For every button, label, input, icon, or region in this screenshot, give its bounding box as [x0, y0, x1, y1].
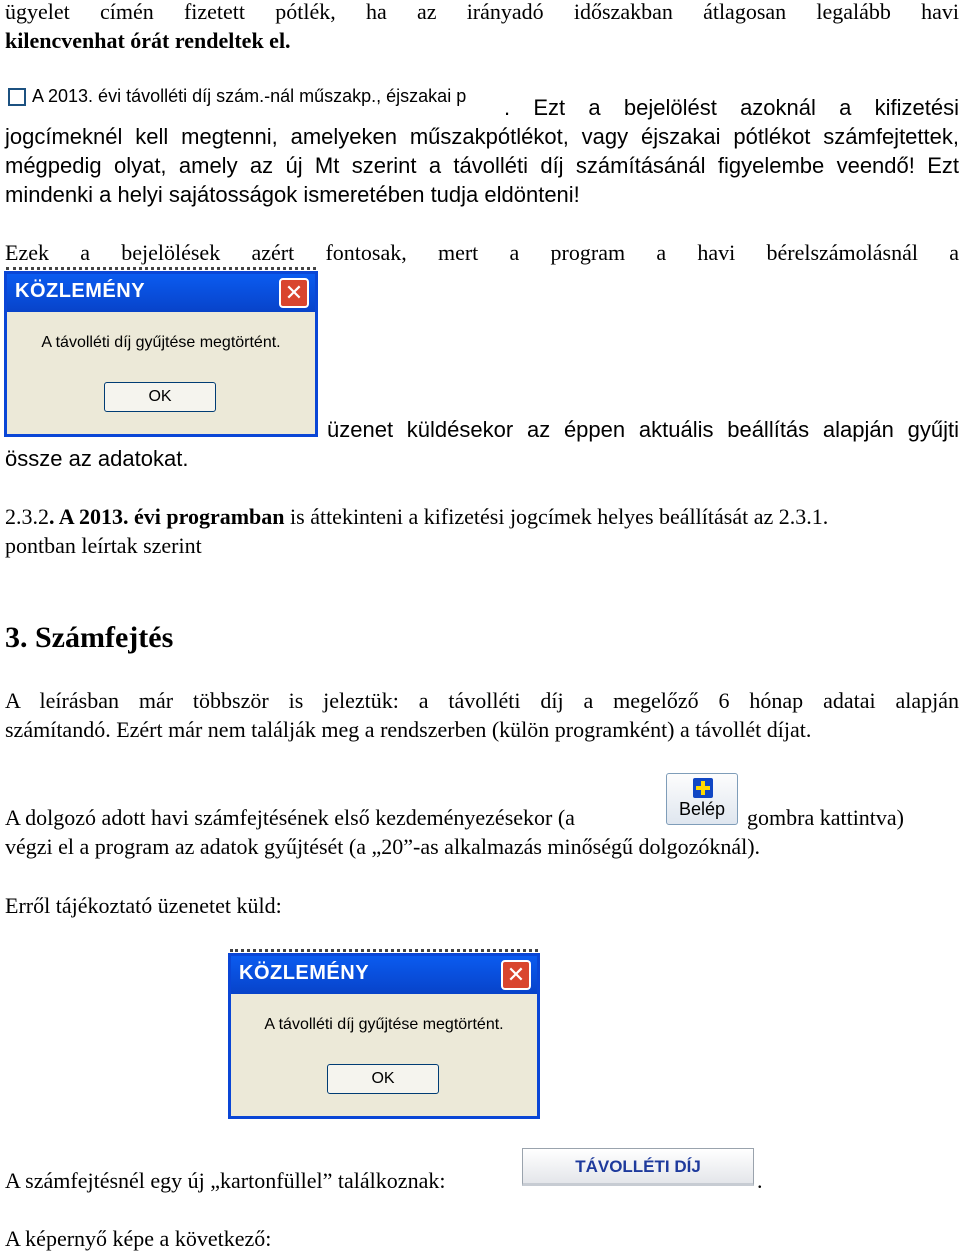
checkbox-snippet[interactable]	[8, 86, 498, 112]
belep-button[interactable]	[666, 773, 738, 825]
tab-tavolleti-dij[interactable]	[522, 1148, 754, 1186]
para6-head: A számfejtésnél egy új „kartonfüllel” találkoznak:	[5, 1168, 446, 1193]
section-year: . A 2013.	[49, 504, 129, 529]
para2-line-2: üzenet küldésekor az éppen aktuális beállítás alapján gyűjti	[327, 417, 959, 442]
section-program: évi programban	[128, 504, 285, 529]
para4-line-1-head: A dolgozó adott havi számfejtésének első kezdeményezésekor (a	[5, 805, 575, 830]
close-icon[interactable]: ✕	[279, 278, 309, 308]
dialog-title: KÖZLEMÉNY	[15, 280, 146, 302]
tab-label: TÁVOLLÉTI DÍJ	[575, 1157, 701, 1176]
para1-line-4: mindenki a helyi sajátosságok ismeretében tudja eldönteni!	[5, 182, 580, 207]
section-text: is áttekinteni a kifizetési jogcímek helyes beállítását az 2.3.1.	[284, 504, 829, 529]
para2-line-1: Ezek a bejelölések azért fontosak, mert a program a havi bérelszámolásnál a	[5, 240, 959, 265]
dialog-titlebar-2	[231, 956, 537, 994]
para1-line-2: jogcímeknél kell megtenni, amelyeken műszakpótlékot, vagy éjszakai pótlékot számfejtettek,	[5, 124, 959, 149]
checkbox-icon[interactable]	[8, 88, 26, 106]
intro-line-1: ügyelet címén fizetett pótlék, ha az irányadó időszakban átlagosan legalább havi	[5, 0, 959, 24]
para7: A képernyő képe a következő:	[5, 1226, 272, 1251]
dialog-message-2: A távolléti díj gyűjtése megtörtént.	[264, 1016, 504, 1033]
para3-line-2: számítandó. Ezért már nem találják meg a rendszerben (külön programként) a távollét díjat.	[5, 717, 812, 742]
intro-line-2: kilencvenhat órát rendeltek el.	[5, 28, 291, 53]
plus-icon	[693, 778, 713, 798]
ok-button-2[interactable]: OK	[327, 1064, 439, 1094]
ok-button[interactable]: OK	[104, 382, 216, 412]
section-2-3-2-line-2: pontban leírtak szerint	[5, 533, 202, 558]
dialog-title-2: KÖZLEMÉNY	[239, 962, 370, 984]
dialog-kozlemeny-1	[4, 271, 318, 437]
dialog-kozlemeny-2	[228, 953, 540, 1119]
close-icon[interactable]: ✕	[501, 960, 531, 990]
heading-szamfejtes: 3. Számfejtés	[5, 621, 174, 654]
para6-tail: .	[757, 1168, 763, 1193]
dialog-message: A távolléti díj gyűjtése megtörtént.	[41, 334, 281, 351]
para4-line-1-tail: gombra kattintva)	[747, 805, 905, 830]
dialog-frame-top	[6, 267, 316, 270]
dialog-titlebar	[7, 274, 315, 312]
para1-line-3: mégpedig olyat, amely az új Mt szerint a távolléti díj számításánál figyelembe veendő! Ezt	[5, 153, 959, 178]
para3-line-1: A leírásban már többször is jeleztük: a távolléti díj a megelőző 6 hónap adatai alapján	[5, 688, 959, 713]
para2-line-3: össze az adatokat.	[5, 446, 189, 471]
belep-label: Belép	[678, 799, 726, 819]
dialog-frame-top-2	[230, 949, 538, 952]
para5: Erről tájékoztató üzenetet küld:	[5, 893, 282, 918]
para1-line-1: . Ezt a bejelölést azoknál a kifizetési	[504, 95, 959, 120]
section-number: 2.3.2	[5, 504, 49, 529]
para4-line-2: végzi el a program az adatok gyűjtését (a „20”-as alkalmazás minőségű dolgozóknál).	[5, 834, 761, 859]
section-2-3-2-line-1	[5, 502, 959, 531]
checkbox-label: A 2013. évi távolléti díj szám.-nál műszakp., éjszakai p	[32, 86, 467, 106]
